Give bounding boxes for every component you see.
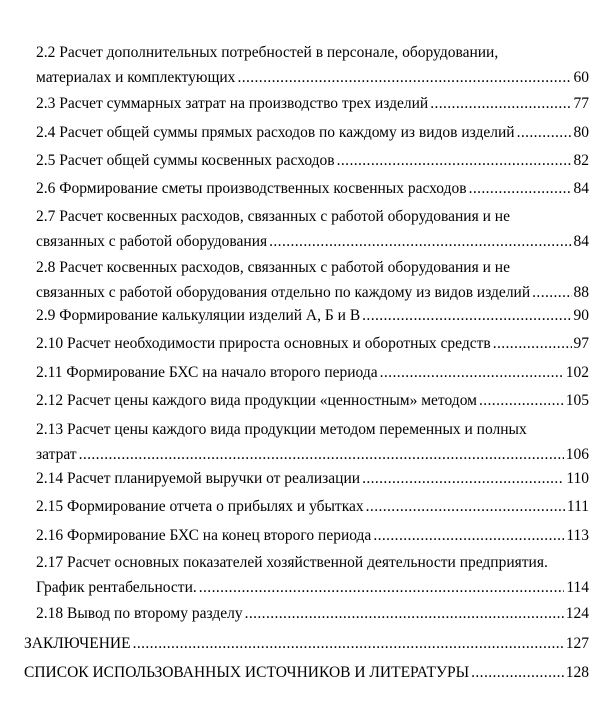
toc-entry-title: 2.16 Формирование БХС на конец второго периода <box>36 527 372 544</box>
toc-entry-2-15[interactable] <box>36 494 589 519</box>
toc-page-number: 105 <box>565 392 589 409</box>
dot-leader <box>366 494 565 519</box>
toc-entry-2-2[interactable] <box>36 40 589 90</box>
dot-leader <box>479 388 564 413</box>
toc-page-number: 88 <box>573 284 589 301</box>
toc-page-number: 110 <box>566 470 589 487</box>
toc-page-number: 77 <box>573 95 589 112</box>
toc-page-number: 82 <box>573 152 589 169</box>
toc-entry-title-line: 2.2 Расчет дополнительных потребностей в персонале, оборудовании, <box>36 44 499 61</box>
toc-page-number: 113 <box>566 527 589 544</box>
toc-page-number: 80 <box>573 124 589 141</box>
toc-entry-2-4[interactable] <box>36 120 589 145</box>
toc-entry-title: материалах и комплектующих <box>36 69 236 86</box>
toc-entry-2-18[interactable] <box>36 601 589 626</box>
toc-page-number: 124 <box>565 605 589 622</box>
dot-leader <box>79 442 564 467</box>
dot-leader <box>245 601 564 626</box>
toc-entry-title: 2.18 Вывод по второму разделу <box>36 605 243 622</box>
toc-entry-title: ЗАКЛЮЧЕНИЕ <box>24 635 131 652</box>
dot-leader <box>269 229 571 254</box>
toc-entry-2-11[interactable] <box>36 360 589 385</box>
toc-entry-conclusion[interactable] <box>24 631 589 656</box>
toc-page-number: 102 <box>565 364 589 381</box>
toc-page-number: 84 <box>573 180 589 197</box>
toc-entry-title: связанных с работой оборудования <box>36 233 268 250</box>
toc-page-number: 106 <box>565 446 589 463</box>
toc-page-number: 128 <box>565 664 589 681</box>
toc-entry-2-16[interactable] <box>36 523 589 548</box>
toc-entry-title: 2.10 Расчет необходимости прироста основных и оборотных средств <box>36 335 491 352</box>
dot-leader <box>430 91 571 116</box>
toc-entry-title: связанных с работой оборудования отдельно по каждому из видов изделий <box>36 284 531 301</box>
toc-page-number: 90 <box>573 307 589 324</box>
toc-entry-title: 2.14 Расчет планируемой выручки от реализации <box>36 470 361 487</box>
dot-leader <box>133 631 564 656</box>
toc-page-number: 60 <box>573 69 589 86</box>
toc-page-number: 127 <box>565 635 589 652</box>
toc-entry-2-6[interactable] <box>36 176 589 201</box>
toc-page-number: 114 <box>566 579 589 596</box>
dot-leader <box>373 523 564 548</box>
toc-entry-2-8[interactable] <box>36 255 589 305</box>
dot-leader <box>517 120 572 145</box>
toc-entry-title-line: 2.13 Расчет цены каждого вида продукции методом переменных и полных <box>36 421 527 438</box>
dot-leader <box>362 466 564 491</box>
toc-entry-title: 2.12 Расчет цены каждого вида продукции «ценностным» методом <box>36 392 477 409</box>
dot-leader <box>532 280 571 305</box>
dot-leader <box>199 575 565 600</box>
toc-page-number: 97 <box>573 335 589 352</box>
toc-entry-2-17[interactable] <box>36 550 589 600</box>
toc-entry-2-9[interactable] <box>36 303 589 328</box>
toc-entry-2-3[interactable] <box>36 91 589 116</box>
dot-leader <box>471 660 564 685</box>
toc-entry-2-14[interactable] <box>36 466 589 491</box>
toc-entry-title: 2.6 Формирование сметы производственных косвенных расходов <box>36 180 467 197</box>
dot-leader <box>380 360 564 385</box>
toc-entry-title: 2.5 Расчет общей суммы косвенных расходов <box>36 152 335 169</box>
toc-entry-title: 2.11 Формирование БХС на начало второго периода <box>36 364 378 381</box>
toc-entry-2-5[interactable] <box>36 148 589 173</box>
toc-entry-title: График рентабельности. <box>36 579 197 596</box>
toc-entry-2-13[interactable] <box>36 417 589 467</box>
toc-entry-2-7[interactable] <box>36 204 589 254</box>
toc-page-number: 84 <box>573 233 589 250</box>
toc-entry-2-12[interactable] <box>36 388 589 413</box>
dot-leader <box>237 65 571 90</box>
toc-entry-title: 2.3 Расчет суммарных затрат на производство трех изделий <box>36 95 429 112</box>
dot-leader <box>337 148 572 173</box>
toc-entry-title: затрат <box>36 446 77 463</box>
toc-page-number: 111 <box>566 498 589 515</box>
toc-entry-title-line: 2.8 Расчет косвенных расходов, связанных с работой оборудования и не <box>36 259 510 276</box>
toc-entry-title: 2.15 Формирование отчета о прибылях и убытках <box>36 498 364 515</box>
toc-entry-title-line: 2.17 Расчет основных показателей хозяйственной деятельности предприятия. <box>36 554 548 571</box>
toc-entry-title-line: 2.7 Расчет косвенных расходов, связанных с работой оборудования и не <box>36 208 510 225</box>
dot-leader <box>493 331 572 356</box>
toc-entry-title: 2.9 Формирование калькуляции изделий А, Б и В <box>36 307 361 324</box>
dot-leader <box>469 176 572 201</box>
toc-entry-title: СПИСОК ИСПОЛЬЗОВАННЫХ ИСТОЧНИКОВ И ЛИТЕРАТУРЫ <box>24 664 470 681</box>
toc-entry-title: 2.4 Расчет общей суммы прямых расходов по каждому из видов изделий <box>36 124 515 141</box>
dot-leader <box>362 303 571 328</box>
toc-entry-2-10[interactable] <box>36 331 589 356</box>
toc-entry-sources[interactable] <box>24 660 589 685</box>
